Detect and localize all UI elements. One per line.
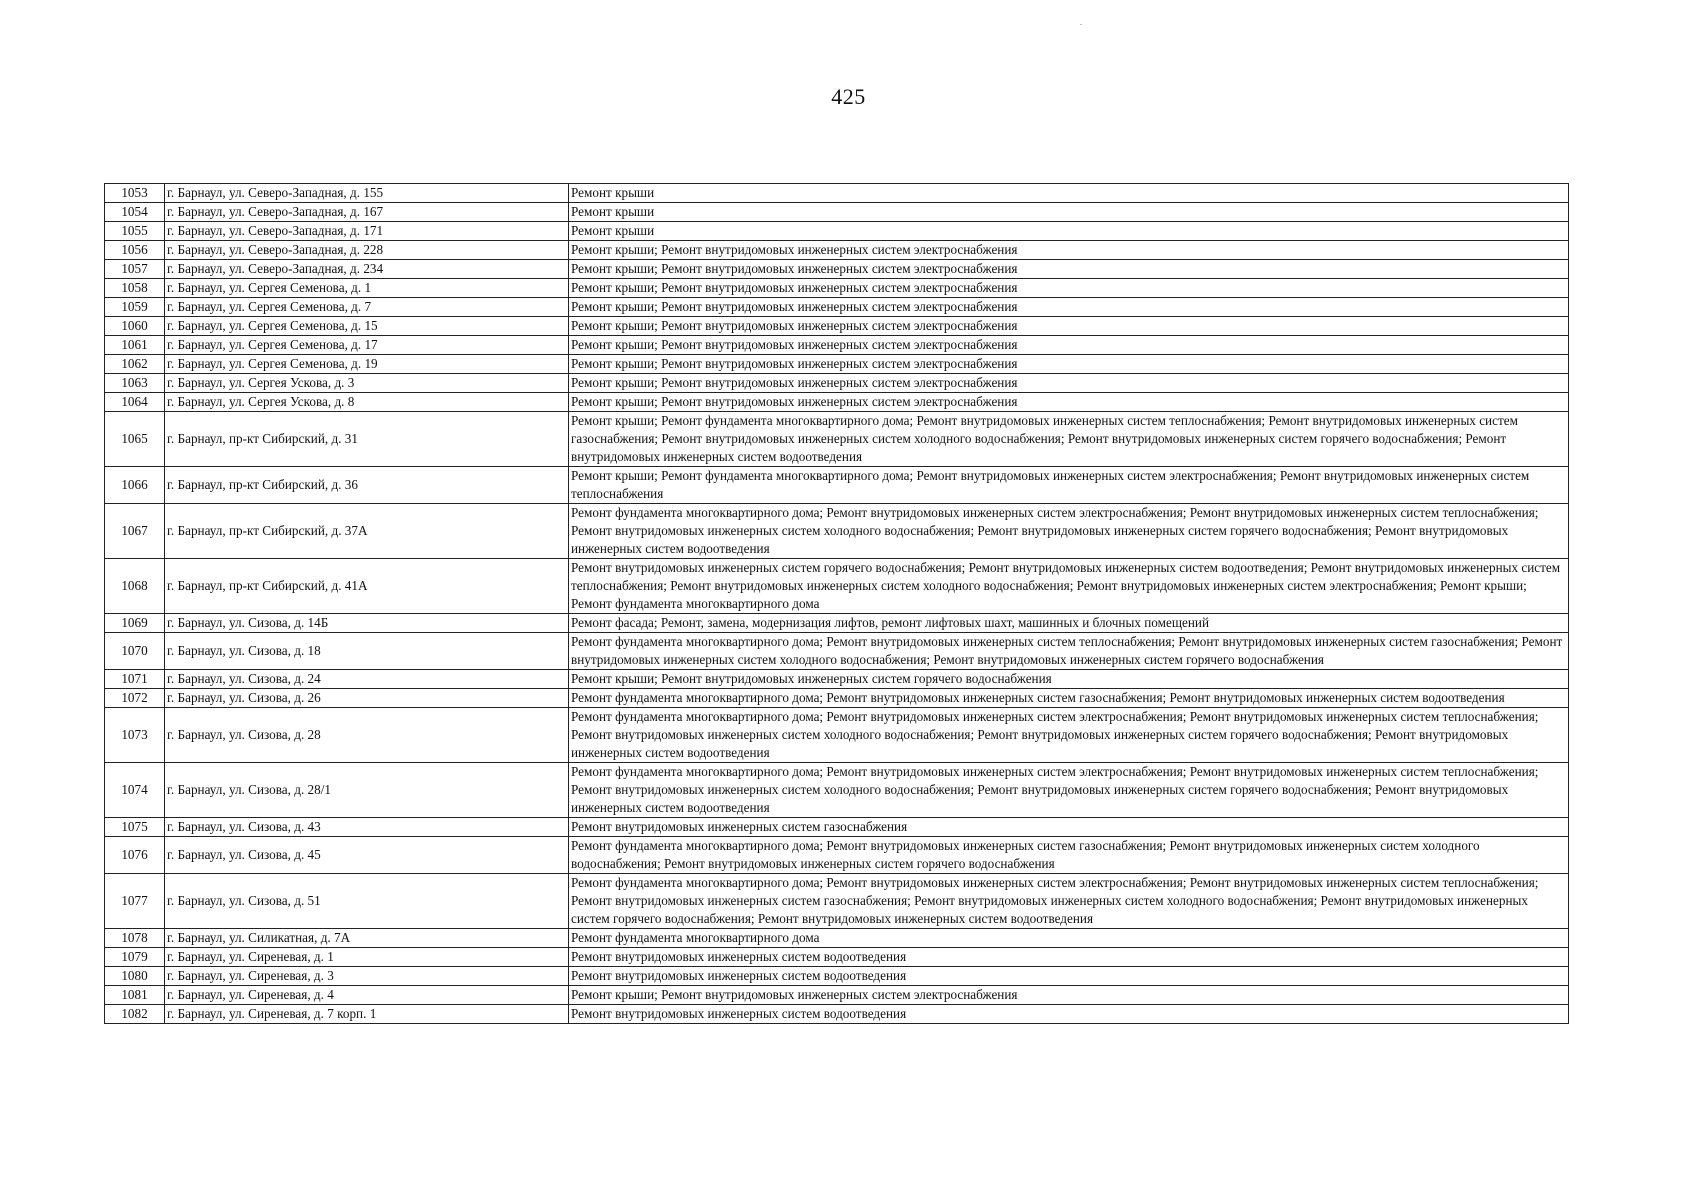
table-row	[105, 1005, 1569, 1024]
row-number-cell: 1061	[105, 336, 165, 355]
repair-works-cell: Ремонт внутридомовых инженерных систем водоотведения	[569, 1005, 1569, 1024]
address-cell: г. Барнаул, ул. Сергея Ускова, д. 3	[165, 374, 569, 393]
table-row	[105, 298, 1569, 317]
table-row	[105, 355, 1569, 374]
table-row	[105, 763, 1569, 818]
table-row	[105, 504, 1569, 559]
repair-works-cell: Ремонт крыши; Ремонт фундамента многоквартирного дома; Ремонт внутридомовых инженерных систем электроснабжения; Ремонт внутридомовых инженерных систем теплоснабжения	[569, 467, 1569, 504]
repair-works-cell: Ремонт крыши; Ремонт внутридомовых инженерных систем электроснабжения	[569, 355, 1569, 374]
row-number-cell: 1074	[105, 763, 165, 818]
table-row	[105, 670, 1569, 689]
row-number-cell: 1054	[105, 203, 165, 222]
row-number-cell: 1079	[105, 948, 165, 967]
repair-works-cell: Ремонт крыши; Ремонт внутридомовых инженерных систем электроснабжения	[569, 260, 1569, 279]
address-cell: г. Барнаул, ул. Сергея Семенова, д. 15	[165, 317, 569, 336]
scan-speck	[1080, 24, 1082, 25]
row-number-cell: 1081	[105, 986, 165, 1005]
table-row	[105, 412, 1569, 467]
repair-works-cell: Ремонт крыши; Ремонт внутридомовых инженерных систем электроснабжения	[569, 336, 1569, 355]
repair-works-cell: Ремонт крыши; Ремонт внутридомовых инженерных систем электроснабжения	[569, 374, 1569, 393]
address-cell: г. Барнаул, ул. Сизова, д. 43	[165, 818, 569, 837]
address-cell: г. Барнаул, ул. Сизова, д. 18	[165, 633, 569, 670]
address-cell: г. Барнаул, ул. Северо-Западная, д. 228	[165, 241, 569, 260]
repair-registry-table	[104, 183, 1569, 1024]
repair-works-cell: Ремонт фундамента многоквартирного дома; Ремонт внутридомовых инженерных систем электроснабжения; Ремонт внутридомовых инженерных систем теплоснабжения; Ремонт внутридомовых инженерных систем холодного водоснабжения; Ремонт внутридомовых инженерных систем горячего водоснабжения; Ремонт внутридомовых инженерных систем водоотведения	[569, 504, 1569, 559]
row-number-cell: 1066	[105, 467, 165, 504]
row-number-cell: 1072	[105, 689, 165, 708]
table-row	[105, 874, 1569, 929]
table-row	[105, 184, 1569, 203]
address-cell: г. Барнаул, пр-кт Сибирский, д. 37А	[165, 504, 569, 559]
table-row	[105, 203, 1569, 222]
table-row	[105, 986, 1569, 1005]
table-row	[105, 317, 1569, 336]
address-cell: г. Барнаул, ул. Сизова, д. 45	[165, 837, 569, 874]
address-cell: г. Барнаул, ул. Сизова, д. 24	[165, 670, 569, 689]
address-cell: г. Барнаул, ул. Силикатная, д. 7А	[165, 929, 569, 948]
table-row	[105, 467, 1569, 504]
table-row	[105, 633, 1569, 670]
repair-works-cell: Ремонт фасада; Ремонт, замена, модернизация лифтов, ремонт лифтовых шахт, машинных и блочных помещений	[569, 614, 1569, 633]
table-row	[105, 336, 1569, 355]
table-row	[105, 689, 1569, 708]
repair-works-cell: Ремонт крыши; Ремонт внутридомовых инженерных систем горячего водоснабжения	[569, 670, 1569, 689]
row-number-cell: 1056	[105, 241, 165, 260]
repair-works-cell: Ремонт крыши; Ремонт внутридомовых инженерных систем электроснабжения	[569, 241, 1569, 260]
address-cell: г. Барнаул, ул. Сергея Ускова, д. 8	[165, 393, 569, 412]
repair-works-cell: Ремонт фундамента многоквартирного дома; Ремонт внутридомовых инженерных систем электроснабжения; Ремонт внутридомовых инженерных систем теплоснабжения; Ремонт внутридомовых инженерных систем газоснабжения; Ремонт внутридомовых инженерных систем холодного водоснабжения; Ремонт внутридомовых инженерных систем горячего водоснабжения; Ремонт внутридомовых инженерных систем водоотведения	[569, 874, 1569, 929]
row-number-cell: 1076	[105, 837, 165, 874]
repair-works-cell: Ремонт фундамента многоквартирного дома; Ремонт внутридомовых инженерных систем электроснабжения; Ремонт внутридомовых инженерных систем теплоснабжения; Ремонт внутридомовых инженерных систем холодного водоснабжения; Ремонт внутридомовых инженерных систем горячего водоснабжения; Ремонт внутридомовых инженерных систем водоотведения	[569, 763, 1569, 818]
address-cell: г. Барнаул, ул. Сергея Семенова, д. 1	[165, 279, 569, 298]
table-row	[105, 559, 1569, 614]
row-number-cell: 1068	[105, 559, 165, 614]
row-number-cell: 1080	[105, 967, 165, 986]
row-number-cell: 1067	[105, 504, 165, 559]
repair-works-cell: Ремонт фундамента многоквартирного дома	[569, 929, 1569, 948]
address-cell: г. Барнаул, ул. Сергея Семенова, д. 19	[165, 355, 569, 374]
address-cell: г. Барнаул, ул. Северо-Западная, д. 167	[165, 203, 569, 222]
row-number-cell: 1055	[105, 222, 165, 241]
table-row	[105, 279, 1569, 298]
table-row	[105, 967, 1569, 986]
row-number-cell: 1062	[105, 355, 165, 374]
address-cell: г. Барнаул, ул. Северо-Западная, д. 171	[165, 222, 569, 241]
repair-works-cell: Ремонт фундамента многоквартирного дома; Ремонт внутридомовых инженерных систем электроснабжения; Ремонт внутридомовых инженерных систем теплоснабжения; Ремонт внутридомовых инженерных систем холодного водоснабжения; Ремонт внутридомовых инженерных систем горячего водоснабжения; Ремонт внутридомовых инженерных систем водоотведения	[569, 708, 1569, 763]
address-cell: г. Барнаул, ул. Сизова, д. 51	[165, 874, 569, 929]
row-number-cell: 1060	[105, 317, 165, 336]
table-row	[105, 708, 1569, 763]
repair-works-cell: Ремонт внутридомовых инженерных систем водоотведения	[569, 967, 1569, 986]
row-number-cell: 1070	[105, 633, 165, 670]
address-cell: г. Барнаул, ул. Северо-Западная, д. 155	[165, 184, 569, 203]
repair-works-cell: Ремонт крыши	[569, 222, 1569, 241]
address-cell: г. Барнаул, ул. Сергея Семенова, д. 17	[165, 336, 569, 355]
table-row	[105, 614, 1569, 633]
address-cell: г. Барнаул, ул. Сизова, д. 28/1	[165, 763, 569, 818]
registry-table-body	[105, 184, 1569, 1024]
repair-works-cell: Ремонт фундамента многоквартирного дома; Ремонт внутридомовых инженерных систем газоснабжения; Ремонт внутридомовых инженерных систем водоотведения	[569, 689, 1569, 708]
repair-works-cell: Ремонт крыши; Ремонт внутридомовых инженерных систем электроснабжения	[569, 298, 1569, 317]
table-row	[105, 929, 1569, 948]
page-number: 425	[831, 84, 866, 109]
table-row	[105, 948, 1569, 967]
repair-works-cell: Ремонт внутридомовых инженерных систем газоснабжения	[569, 818, 1569, 837]
address-cell: г. Барнаул, ул. Сергея Семенова, д. 7	[165, 298, 569, 317]
repair-works-cell: Ремонт крыши; Ремонт внутридомовых инженерных систем электроснабжения	[569, 317, 1569, 336]
address-cell: г. Барнаул, ул. Сиреневая, д. 3	[165, 967, 569, 986]
row-number-cell: 1058	[105, 279, 165, 298]
row-number-cell: 1082	[105, 1005, 165, 1024]
row-number-cell: 1071	[105, 670, 165, 689]
repair-works-cell: Ремонт крыши	[569, 184, 1569, 203]
repair-works-cell: Ремонт крыши; Ремонт фундамента многоквартирного дома; Ремонт внутридомовых инженерных систем теплоснабжения; Ремонт внутридомовых инженерных систем газоснабжения; Ремонт внутридомовых инженерных систем холодного водоснабжения; Ремонт внутридомовых инженерных систем горячего водоснабжения; Ремонт внутридомовых инженерных систем водоотведения	[569, 412, 1569, 467]
table-row	[105, 393, 1569, 412]
address-cell: г. Барнаул, ул. Сизова, д. 26	[165, 689, 569, 708]
repair-works-cell: Ремонт крыши	[569, 203, 1569, 222]
row-number-cell: 1063	[105, 374, 165, 393]
table-row	[105, 241, 1569, 260]
row-number-cell: 1065	[105, 412, 165, 467]
row-number-cell: 1053	[105, 184, 165, 203]
repair-works-cell: Ремонт внутридомовых инженерных систем водоотведения	[569, 948, 1569, 967]
row-number-cell: 1077	[105, 874, 165, 929]
address-cell: г. Барнаул, ул. Сизова, д. 14Б	[165, 614, 569, 633]
repair-works-cell: Ремонт крыши; Ремонт внутридомовых инженерных систем электроснабжения	[569, 279, 1569, 298]
repair-works-cell: Ремонт крыши; Ремонт внутридомовых инженерных систем электроснабжения	[569, 986, 1569, 1005]
address-cell: г. Барнаул, пр-кт Сибирский, д. 36	[165, 467, 569, 504]
repair-works-cell: Ремонт фундамента многоквартирного дома; Ремонт внутридомовых инженерных систем газоснабжения; Ремонт внутридомовых инженерных систем холодного водоснабжения; Ремонт внутридомовых инженерных систем горячего водоснабжения	[569, 837, 1569, 874]
row-number-cell: 1073	[105, 708, 165, 763]
table-row	[105, 260, 1569, 279]
address-cell: г. Барнаул, ул. Сизова, д. 28	[165, 708, 569, 763]
address-cell: г. Барнаул, ул. Сиреневая, д. 7 корп. 1	[165, 1005, 569, 1024]
row-number-cell: 1064	[105, 393, 165, 412]
table-row	[105, 374, 1569, 393]
address-cell: г. Барнаул, пр-кт Сибирский, д. 41А	[165, 559, 569, 614]
table-row	[105, 222, 1569, 241]
address-cell: г. Барнаул, пр-кт Сибирский, д. 31	[165, 412, 569, 467]
table-row	[105, 818, 1569, 837]
repair-works-cell: Ремонт внутридомовых инженерных систем горячего водоснабжения; Ремонт внутридомовых инженерных систем водоотведения; Ремонт внутридомовых инженерных систем теплоснабжения; Ремонт внутридомовых инженерных систем холодного водоснабжения; Ремонт внутридомовых инженерных систем электроснабжения; Ремонт крыши; Ремонт фундамента многоквартирного дома	[569, 559, 1569, 614]
row-number-cell: 1078	[105, 929, 165, 948]
address-cell: г. Барнаул, ул. Сиреневая, д. 1	[165, 948, 569, 967]
repair-works-cell: Ремонт крыши; Ремонт внутридомовых инженерных систем электроснабжения	[569, 393, 1569, 412]
address-cell: г. Барнаул, ул. Сиреневая, д. 4	[165, 986, 569, 1005]
row-number-cell: 1075	[105, 818, 165, 837]
address-cell: г. Барнаул, ул. Северо-Западная, д. 234	[165, 260, 569, 279]
table-row	[105, 837, 1569, 874]
row-number-cell: 1069	[105, 614, 165, 633]
row-number-cell: 1059	[105, 298, 165, 317]
row-number-cell: 1057	[105, 260, 165, 279]
repair-works-cell: Ремонт фундамента многоквартирного дома; Ремонт внутридомовых инженерных систем теплоснабжения; Ремонт внутридомовых инженерных систем газоснабжения; Ремонт внутридомовых инженерных систем холодного водоснабжения; Ремонт внутридомовых инженерных систем горячего водоснабжения	[569, 633, 1569, 670]
